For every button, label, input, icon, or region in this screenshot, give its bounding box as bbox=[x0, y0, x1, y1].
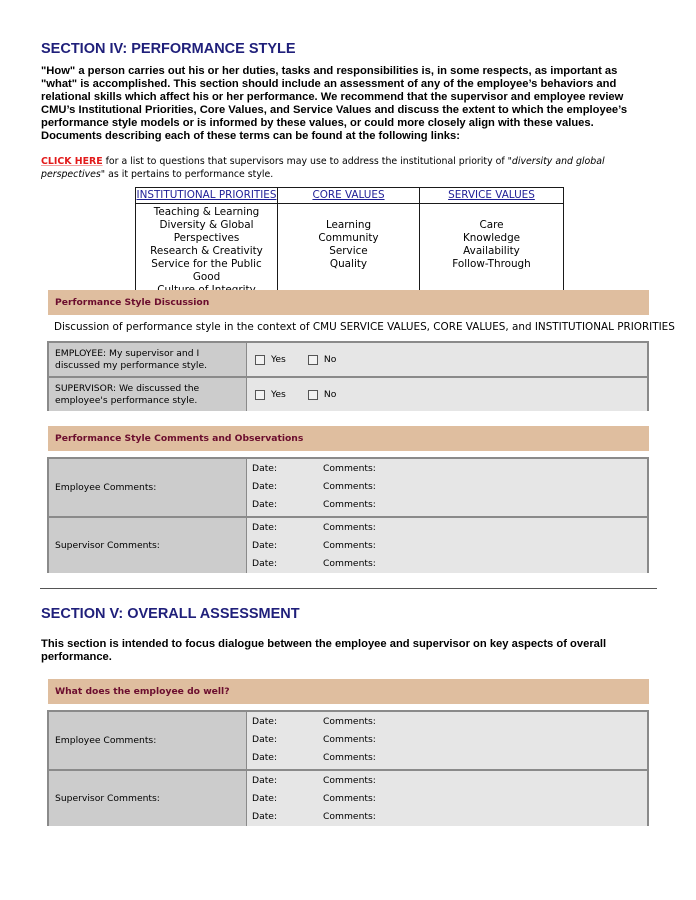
employee-comments-label: Employee Comments: bbox=[49, 459, 247, 516]
list-item: Service bbox=[329, 245, 368, 257]
comments-field[interactable]: Comments: bbox=[323, 734, 376, 746]
yes-label: Yes bbox=[271, 354, 286, 365]
performance-comments-table bbox=[47, 457, 649, 573]
comments-field[interactable]: Comments: bbox=[323, 752, 376, 764]
list-item: Availability bbox=[463, 245, 520, 257]
core-values-list bbox=[278, 204, 420, 298]
section-iv-title: SECTION IV: PERFORMANCE STYLE bbox=[41, 41, 296, 57]
supervisor-discussion-options bbox=[247, 378, 647, 411]
comments-field[interactable]: Comments: bbox=[323, 558, 376, 570]
checkbox-icon bbox=[255, 355, 265, 365]
core-values-link[interactable]: CORE VALUES bbox=[278, 188, 420, 204]
date-field[interactable]: Date: bbox=[252, 793, 278, 805]
does-well-header-bar: What does the employee do well? bbox=[48, 679, 649, 704]
list-item: Research & Creativity bbox=[150, 245, 263, 257]
comments-header-bar: Performance Style Comments and Observations bbox=[48, 426, 649, 451]
supervisor-comments-entries bbox=[247, 518, 647, 573]
section-divider bbox=[40, 588, 657, 589]
comment-entry[interactable] bbox=[252, 789, 647, 807]
comments-field[interactable]: Comments: bbox=[323, 540, 376, 552]
supervisor-comments-row bbox=[49, 769, 647, 826]
supervisor-yes-checkbox[interactable] bbox=[255, 389, 286, 400]
comments-field[interactable]: Comments: bbox=[323, 499, 376, 511]
supervisor-no-checkbox[interactable] bbox=[308, 389, 337, 400]
comment-entry[interactable] bbox=[252, 808, 647, 826]
date-field[interactable]: Date: bbox=[252, 734, 278, 746]
list-item: Care bbox=[479, 219, 504, 231]
employee-comments-row bbox=[49, 459, 647, 516]
institutional-priorities-list bbox=[136, 204, 278, 298]
date-field[interactable]: Date: bbox=[252, 811, 278, 823]
does-well-comments-table bbox=[47, 710, 649, 826]
comment-entry[interactable] bbox=[252, 555, 647, 573]
employee-yes-checkbox[interactable] bbox=[255, 354, 286, 365]
date-field[interactable]: Date: bbox=[252, 752, 278, 764]
employee-discussion-label: EMPLOYEE: My supervisor and I discussed my performance style. bbox=[49, 343, 247, 376]
list-item: Service for the Public Good bbox=[151, 258, 262, 283]
supervisor-comments-row bbox=[49, 516, 647, 573]
note-italic: "diversity and global perspectives" bbox=[41, 156, 605, 180]
comments-field[interactable]: Comments: bbox=[323, 521, 376, 533]
no-label: No bbox=[323, 354, 337, 365]
comments-field[interactable]: Comments: bbox=[323, 811, 376, 823]
checkbox-icon bbox=[255, 390, 265, 400]
comment-entry[interactable] bbox=[252, 730, 647, 748]
list-item: Teaching & Learning bbox=[153, 206, 260, 218]
comments-field[interactable]: Comments: bbox=[323, 715, 376, 727]
supervisor-comments-label: Supervisor Comments: bbox=[49, 518, 247, 573]
employee-no-checkbox[interactable] bbox=[308, 354, 337, 365]
no-label: No bbox=[323, 389, 337, 400]
supervisor-comments-entries bbox=[247, 771, 647, 826]
institutional-priorities-link[interactable]: INSTITUTIONAL PRIORITIES bbox=[136, 188, 278, 204]
comments-field[interactable]: Comments: bbox=[323, 793, 376, 805]
list-item: Community bbox=[318, 232, 379, 244]
service-values-list bbox=[420, 204, 564, 298]
list-item: Follow-Through bbox=[452, 258, 531, 270]
comments-field[interactable]: Comments: bbox=[323, 462, 376, 474]
date-field[interactable]: Date: bbox=[252, 558, 278, 570]
employee-comments-label: Employee Comments: bbox=[49, 712, 247, 769]
click-here-link[interactable]: CLICK HERE bbox=[41, 156, 103, 167]
comment-entry[interactable] bbox=[252, 749, 647, 767]
comments-field[interactable]: Comments: bbox=[323, 481, 376, 493]
list-item: Quality bbox=[329, 258, 368, 270]
section-v-title: SECTION V: OVERALL ASSESSMENT bbox=[41, 606, 300, 622]
comments-field[interactable]: Comments: bbox=[323, 774, 376, 786]
discussion-table bbox=[47, 341, 649, 411]
supervisor-comments-label: Supervisor Comments: bbox=[49, 771, 247, 826]
supervisor-discussion-row bbox=[49, 376, 647, 411]
comment-entry[interactable] bbox=[252, 536, 647, 554]
date-field[interactable]: Date: bbox=[252, 499, 278, 511]
list-item: Diversity & Global bbox=[159, 219, 254, 231]
values-table bbox=[135, 187, 564, 298]
list-item: Knowledge bbox=[462, 232, 521, 244]
note-text: for a list to questions that supervisors may use to address the institutional priority of bbox=[102, 156, 508, 167]
service-values-link[interactable]: SERVICE VALUES bbox=[420, 188, 564, 204]
checkbox-icon bbox=[308, 355, 318, 365]
comment-entry[interactable] bbox=[252, 459, 647, 477]
employee-discussion-row bbox=[49, 343, 647, 376]
comment-entry[interactable] bbox=[252, 518, 647, 536]
employee-comments-entries bbox=[247, 459, 647, 516]
note-text-end: as it pertains to performance style. bbox=[105, 169, 274, 180]
employee-discussion-options bbox=[247, 343, 647, 376]
discussion-header-bar: Performance Style Discussion bbox=[48, 290, 649, 315]
list-item: Perspectives bbox=[173, 232, 240, 244]
list-item: Learning bbox=[325, 219, 372, 231]
supervisor-discussion-label: SUPERVISOR: We discussed the employee's performance style. bbox=[49, 378, 247, 411]
checkbox-icon bbox=[308, 390, 318, 400]
date-field[interactable]: Date: bbox=[252, 521, 278, 533]
date-field[interactable]: Date: bbox=[252, 481, 278, 493]
employee-comments-row bbox=[49, 712, 647, 769]
comment-entry[interactable] bbox=[252, 712, 647, 730]
date-field[interactable]: Date: bbox=[252, 540, 278, 552]
yes-label: Yes bbox=[271, 389, 286, 400]
diversity-questions-note bbox=[41, 155, 656, 181]
section-v-intro: This section is intended to focus dialogue between the employee and supervisor on key aspects of overall performance. bbox=[41, 638, 607, 664]
comment-entry[interactable] bbox=[252, 771, 647, 789]
date-field[interactable]: Date: bbox=[252, 462, 278, 474]
employee-comments-entries bbox=[247, 712, 647, 769]
discussion-note: Discussion of performance style in the context of CMU SERVICE VALUES, CORE VALUES, and INSTITUTIONAL PRIORITIES bbox=[54, 321, 675, 333]
date-field[interactable]: Date: bbox=[252, 715, 278, 727]
comment-entry[interactable] bbox=[252, 496, 647, 514]
section-iv-intro: "How" a person carries out his or her duties, tasks and responsibilities is, in some respects, as important as "what" is accomplished. This section should include an assessment of any of the employee’s behaviors and relational skills which affect his or her performance. We recommend that the supervisor and employee review CMU’s Institutional Priorities, Core Values, and Service Values and discuss the extent to which the employee’s performance style models or is informed by these values, or could more closely align with these values. Documents describing each of these terms can be found at the following links: bbox=[41, 65, 628, 143]
comment-entry[interactable] bbox=[252, 477, 647, 495]
date-field[interactable]: Date: bbox=[252, 774, 278, 786]
